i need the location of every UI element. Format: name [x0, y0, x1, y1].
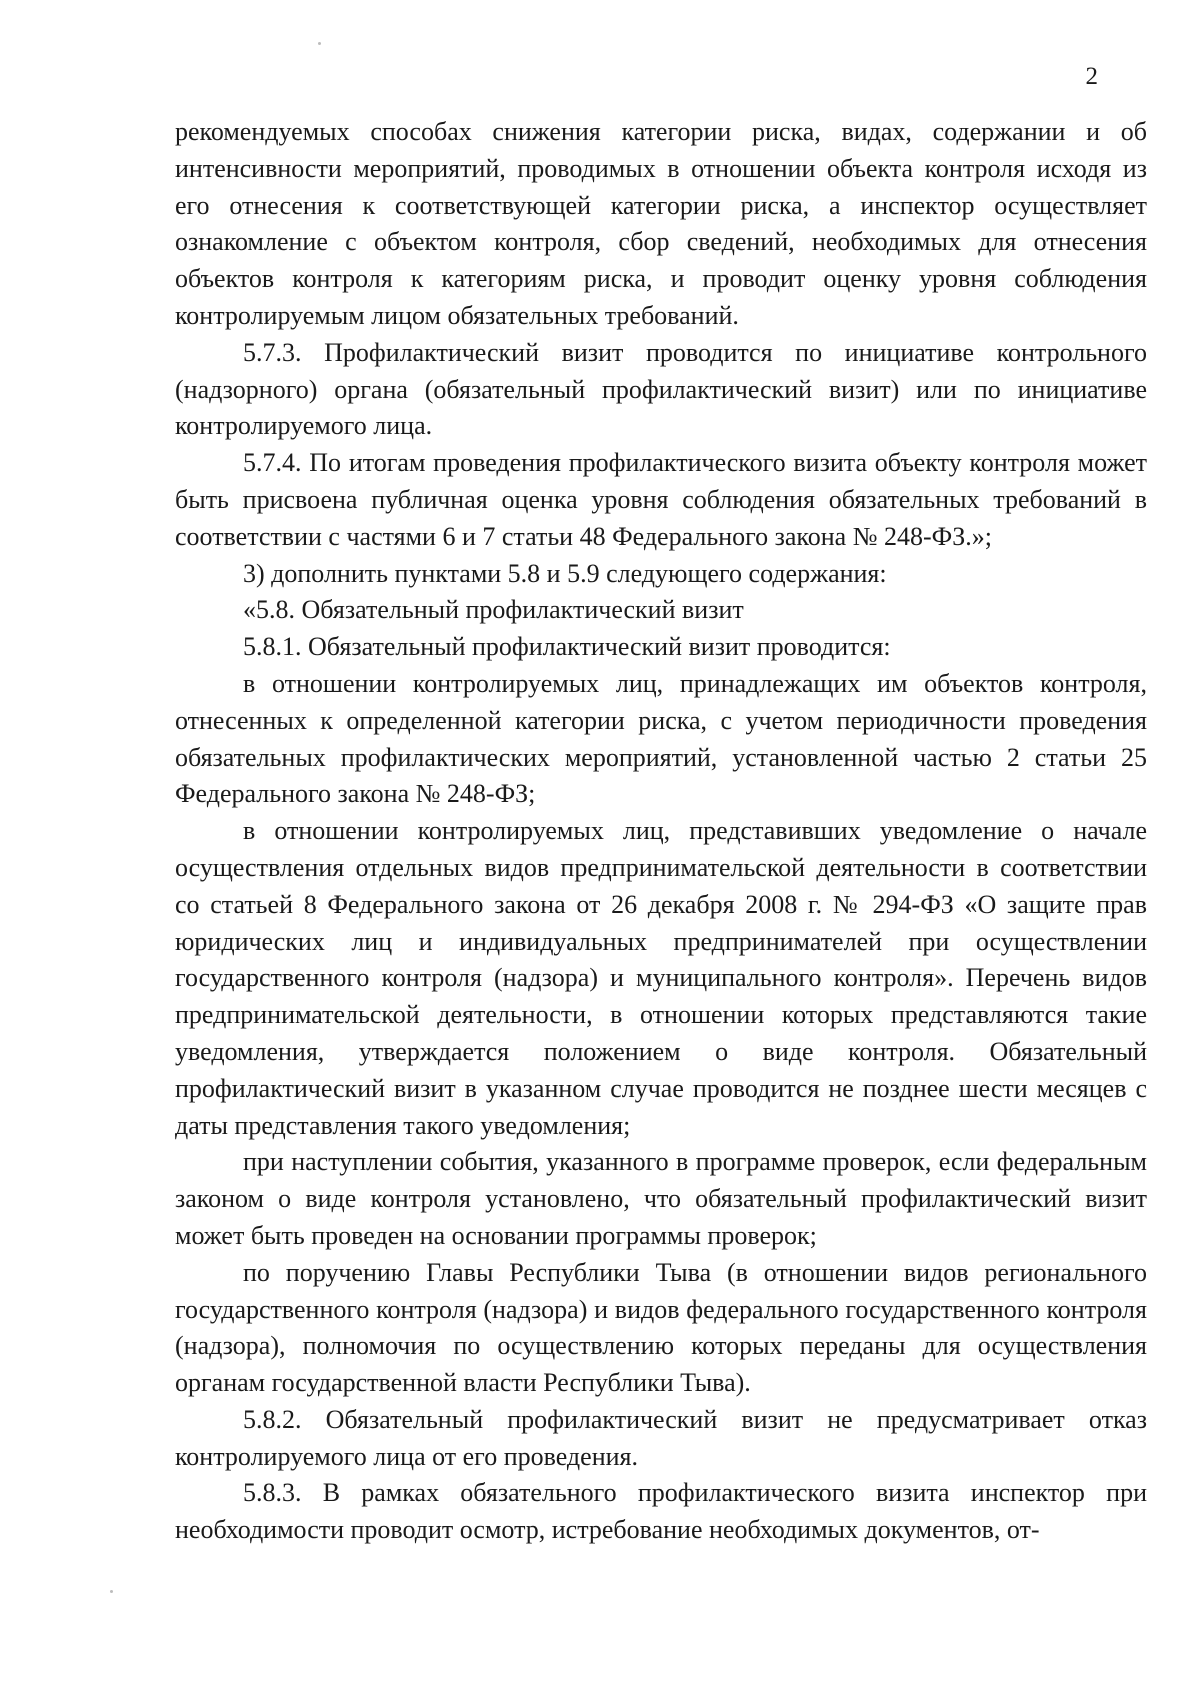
scan-speck: [318, 42, 321, 45]
paragraph-continuation: рекомендуемых способах снижения категории риска, видах, содержании и об интенсивности мероприятий, проводимых в отношении объекта контроля исходя из его отнесения к соответствующей категории риска, а инспектор осуществляет ознакомление с объектом контроля, сбор сведений, необходимых для отнесения объектов контроля к категориям риска, и проводит оценку уровня соблюдения контролируемым лицом обязательных требований.: [175, 117, 1147, 330]
list-item-risk-category: в отношении контролируемых лиц, принадлежащих им объектов контроля, отнесенных к определенной категории риска, с учетом периодичности проведения обязательных профилактических мероприятий, установленной частью 2 статьи 25 Федерального закона № 248-ФЗ;: [175, 668, 1147, 809]
list-item-head-order: по поручению Главы Республики Тыва (в отношении видов регионального государственного контроля (надзора) и видов федерального государственного контроля (надзора), полномочия по осуществлению которых переданы для осуществления органам государственной власти Республики Тыва).: [175, 1257, 1147, 1398]
list-item-inspection-program: при наступлении события, указанного в программе проверок, если федеральным законом о виде контроля установлено, что обязательный профилактический визит может быть проведен на основании программы проверок;: [175, 1147, 1147, 1250]
document-body: [175, 114, 1147, 1549]
paragraph-amendment-3: 3) дополнить пунктами 5.8 и 5.9 следующего содержания:: [243, 558, 887, 588]
paragraph-5-7-4: 5.7.4. По итогам проведения профилактического визита объекту контроля может быть присвоена публичная оценка уровня соблюдения обязательных требований в соответствии с частями 6 и 7 статьи 48 Федерального закона № 248-ФЗ.»;: [175, 448, 1147, 551]
paragraph-5-8-1: 5.8.1. Обязательный профилактический визит проводится:: [243, 632, 891, 662]
paragraph-5-7-3: 5.7.3. Профилактический визит проводится по инициативе контрольного (надзорного) органа (обязательный профилактический визит) или по инициативе контролируемого лица.: [175, 337, 1147, 441]
paragraph-5-8-3: 5.8.3. В рамках обязательного профилактического визита инспектор при необходимости проводит осмотр, истребование необходимых документов, от-: [175, 1478, 1147, 1545]
paragraph-5-8-2: 5.8.2. Обязательный профилактический визит не предусматривает отказ контролируемого лица от его проведения.: [175, 1404, 1147, 1471]
scan-speck: [110, 1590, 113, 1593]
heading-5-8: «5.8. Обязательный профилактический визит: [243, 595, 744, 625]
list-item-notification: в отношении контролируемых лиц, представивших уведомление о начале осуществления отдельных видов предпринимательской деятельности в соответствии со статьей 8 Федерального закона от 26 декабря 2008 г. № 294-ФЗ «О защите прав юридических лиц и индивидуальных предпринимателей при осуществлении государственного контроля (надзора) и муниципального контроля». Перечень видов предпринимательской деятельности, в отношении которых представляются такие уведомления, утверждается положением о виде контроля. Обязательный профилактический визит в указанном случае проводится не позднее шести месяцев с даты представления такого уведомления;: [175, 816, 1147, 1140]
page-number: 2: [1085, 63, 1098, 90]
